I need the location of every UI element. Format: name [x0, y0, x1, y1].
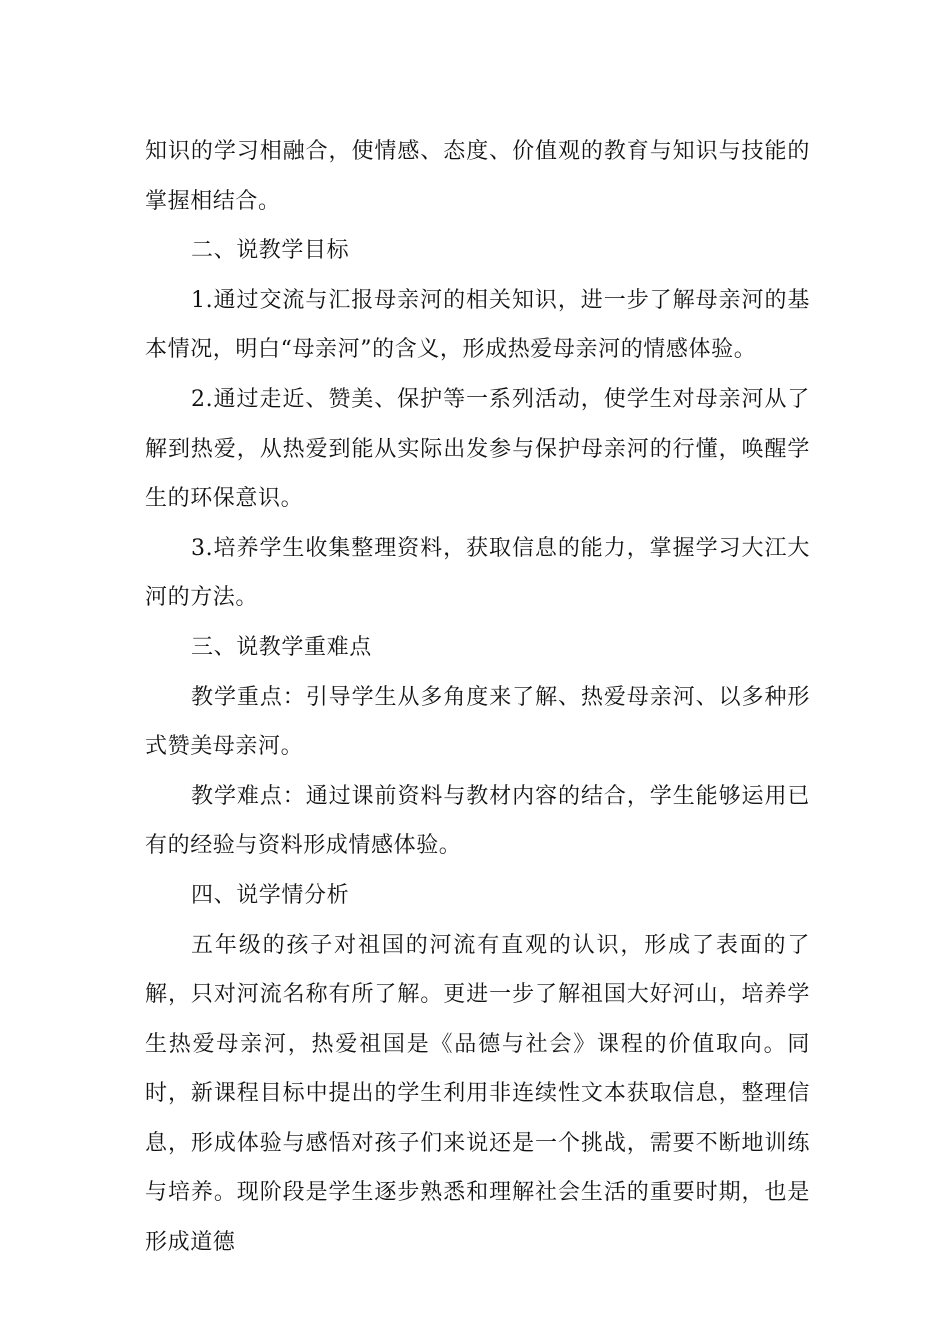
document-body	[145, 127, 810, 1268]
paragraph-learner-analysis: 五年级的孩子对祖国的河流有直观的认识，形成了表面的了解，只对河流名称有所了解。更进一步了解祖国大好河山，培养学生热爱母亲河，热爱祖国是《品德与社会》课程的价值取向。同时，新课程目标中提出的学生利用非连续性文本获取信息，整理信息，形成体验与感悟对孩子们来说还是一个挑战，需要不断地训练与培养。现阶段是学生逐步熟悉和理解社会生活的重要时期，也是形成道德	[145, 932, 810, 1256]
heading-learner-analysis: 四、说学情分析	[191, 882, 350, 908]
paragraph-objective-3: 3.培养学生收集整理资料，获取信息的能力，掌握学习大江大河的方法。	[145, 535, 810, 611]
heading-teaching-objectives: 二、说教学目标	[191, 238, 350, 264]
paragraph-difficult-point: 教学难点：通过课前资料与教材内容的结合，学生能够运用已有的经验与资料形成情感体验。	[145, 783, 810, 859]
paragraph-continuation: 知识的学习相融合，使情感、态度、价值观的教育与知识与技能的掌握相结合。	[145, 139, 810, 214]
paragraph-objective-1: 1.通过交流与汇报母亲河的相关知识，进一步了解母亲河的基本情况，明白“母亲河”的含义，形成热爱母亲河的情感体验。	[145, 287, 810, 363]
paragraph-key-point: 教学重点：引导学生从多角度来了解、热爱母亲河、以多种形式赞美母亲河。	[145, 684, 810, 760]
heading-key-difficult-points: 三、说教学重难点	[191, 634, 372, 660]
paragraph-objective-2: 2.通过走近、赞美、保护等一系列活动，使学生对母亲河从了解到热爱，从热爱到能从实际出发参与保护母亲河的行懂，唤醒学生的环保意识。	[145, 386, 810, 512]
